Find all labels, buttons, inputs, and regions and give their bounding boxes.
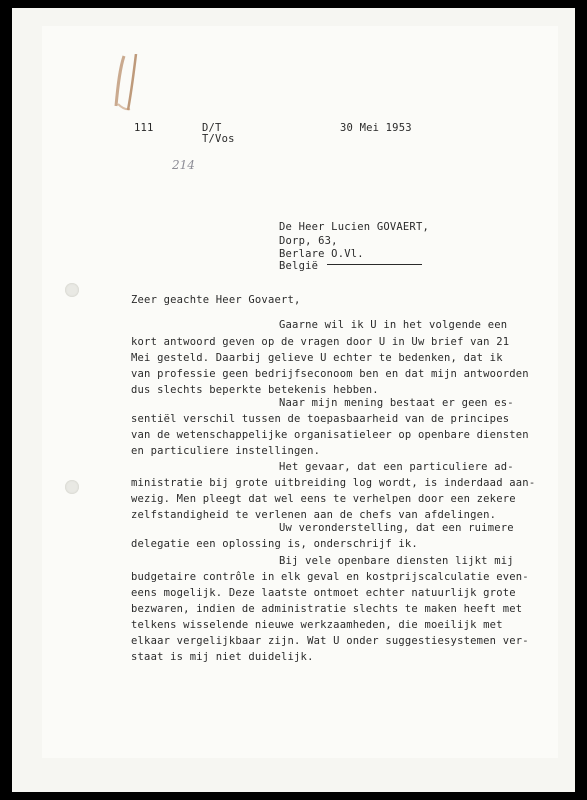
body-line: staat is mij niet duidelijk. [131,651,314,663]
body-line: van professie geen bedrijfseconoom ben en dat mijn antwoorden [131,368,529,380]
body-line: budgetaire contrôle in elk geval en kostprijscalculatie even- [131,571,529,583]
address-line: Dorp, 63, [279,235,338,247]
body-line: Naar mijn mening bestaat er geen es- [279,397,514,409]
body-line: en particuliere instellingen. [131,445,321,457]
body-line: Uw veronderstelling, dat een ruimere [279,522,514,534]
body-line: eens mogelijk. Deze laatste ontmoet echter natuurlijk grote [131,587,516,599]
salutation: Zeer geachte Heer Govaert, [131,294,301,306]
body-line: Bij vele openbare diensten lijkt mij [279,555,514,567]
body-line: wezig. Men pleegt dat wel eens te verhelpen door een zekere [131,493,516,505]
body-line: delegatie een oplossing is, onderschrijf ik. [131,538,418,550]
body-line: van de wetenschappelijke organisatieleer op openbare diensten [131,429,529,441]
reference-number: 111 [134,122,154,134]
body-line: dus slechts beperkte betekenis hebben. [131,384,379,396]
address-line: De Heer Lucien GOVAERT, [279,221,429,233]
body-line: Mei gesteld. Daarbij gelieve U echter te bedenken, dat ik [131,352,503,364]
letter-date: 30 Mei 1953 [340,122,412,134]
punch-hole-bottom [65,480,79,494]
body-line: Het gevaar, dat een particuliere ad- [279,461,514,473]
staple-rust-mark [110,54,144,114]
handwritten-number: 214 [172,158,195,172]
body-line: kort antwoord geven op de vragen door U in Uw brief van 21 [131,336,510,348]
body-line: Gaarne wil ik U in het volgende een [279,319,508,331]
punch-hole-top [65,283,79,297]
address-line: Berlare O.Vl. [279,248,364,260]
body-line: telkens wisselende nieuwe werkzaamheden, die moeilijk met [131,619,503,631]
initials-line-1: D/T [202,122,222,134]
body-line: ministratie bij grote uitbreiding log wordt, is inderdaad aan- [131,477,536,489]
country-underline [327,264,422,265]
initials-line-2: T/Vos [202,133,235,145]
body-line: zelfstandigheid te verlenen aan de chefs van afdelingen. [131,509,497,521]
body-line: elkaar vergelijkbaar zijn. Wat U onder suggestiesystemen ver- [131,635,529,647]
body-line: sentiël verschil tussen de toepasbaarheid van de principes [131,413,510,425]
body-line: bezwaren, indien de administratie slechts te maken heeft met [131,603,523,615]
address-line: België [279,260,319,272]
